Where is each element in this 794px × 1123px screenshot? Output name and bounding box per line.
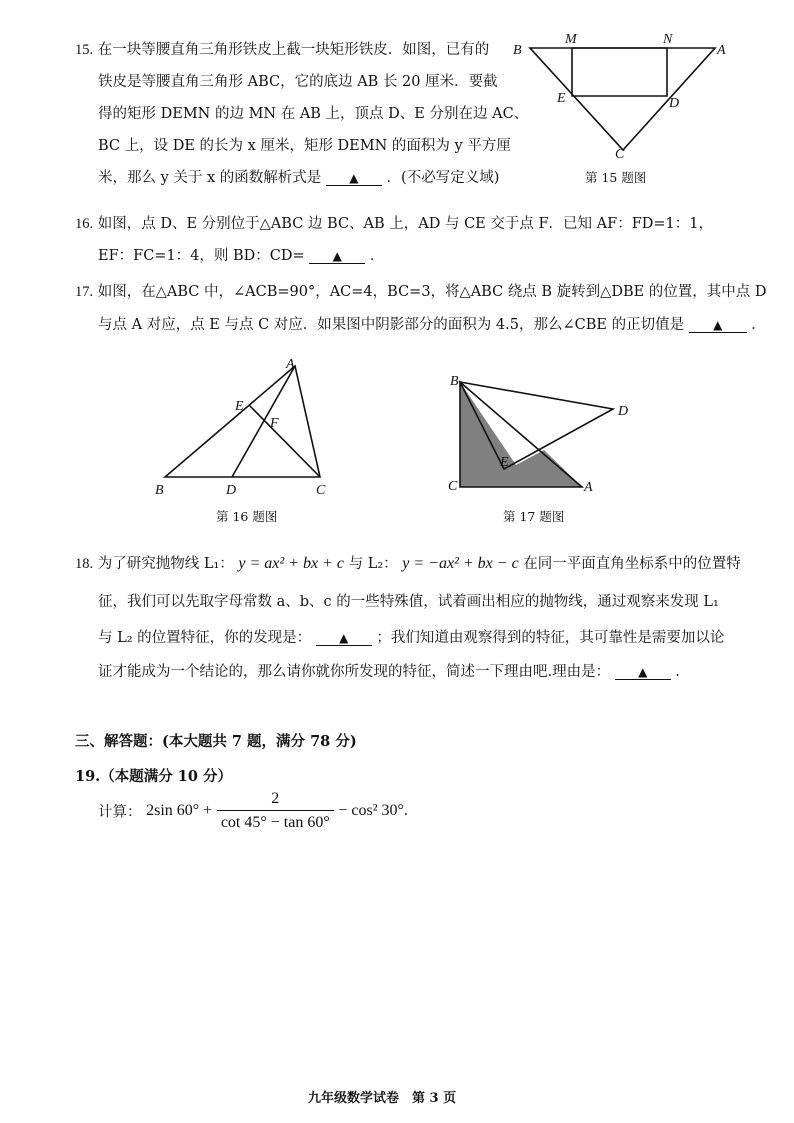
blank-triangle: ▲ xyxy=(332,249,342,263)
q15-figure xyxy=(505,30,745,160)
q18-text-3b: ；我们知道由观察得到的特征，其可靠性是需要加以论 xyxy=(376,630,725,646)
q15-line3: 得的矩形 DEMN 的边 MN 在 AB 上，顶点 D、E 分别在边 AC、 xyxy=(98,106,529,122)
q15-text-5b: ．(不必写定义域) xyxy=(386,170,500,186)
q15-answer-blank xyxy=(326,171,382,186)
q17-figure xyxy=(440,365,640,500)
q18-text-4b: ． xyxy=(675,664,690,680)
label-a-16: A xyxy=(286,357,295,372)
q18-text-3a: 与 L₂ 的位置特征，你的发现是： xyxy=(98,630,312,646)
q19-term-1: 2sin 60° + xyxy=(146,802,213,819)
q18-line3 xyxy=(98,626,724,647)
page-footer: 九年级数学试卷 第 3 页 xyxy=(308,1091,457,1106)
blank-triangle: ▲ xyxy=(713,318,723,332)
label-a: A xyxy=(717,43,726,58)
q16-line1 xyxy=(75,212,713,233)
q18-text-1e: 在同一平面直角坐标系中的位置特 xyxy=(523,556,741,572)
q18-formula-l1: y = ax² + bx + c xyxy=(238,555,344,572)
q19-expression xyxy=(98,790,408,832)
label-e-17: E xyxy=(500,455,509,470)
q18-line4 xyxy=(98,660,690,681)
blank-triangle: ▲ xyxy=(349,171,359,185)
blank-triangle: ▲ xyxy=(638,665,648,679)
label-c-16: C xyxy=(316,483,326,498)
label-e-16: E xyxy=(235,399,244,414)
q16-caption: 第 16 题图 xyxy=(216,509,278,524)
q17-number: 17. xyxy=(75,284,94,300)
q18-line1 xyxy=(75,552,741,573)
rectangle-demn xyxy=(572,48,667,96)
label-d-16: D xyxy=(226,483,237,498)
q18-reason-blank xyxy=(615,665,671,680)
segment-ce xyxy=(249,405,320,477)
q16-text-1: 如图，点 D、E 分别位于△ABC 边 BC、AB 上，AD 与 CE 交于点 F．已知 AF：FD=1：1， xyxy=(97,216,713,232)
q18-number: 18. xyxy=(75,556,94,572)
label-d: D xyxy=(669,96,680,111)
q15-number: 15. xyxy=(75,42,94,58)
q18-text-1a: 为了研究抛物线 L₁： xyxy=(97,556,234,572)
label-b-17: B xyxy=(450,374,459,389)
q19-prefix: 计算： xyxy=(98,804,142,821)
q18-text-1c: 与 L₂： xyxy=(348,556,398,572)
blank-triangle: ▲ xyxy=(339,631,349,645)
label-d-17: D xyxy=(618,404,629,419)
q17-text-2a: 与点 A 对应，点 E 与点 C 对应．如果图中阴影部分的面积为 4.5，那么∠CBE 的正切值是 xyxy=(98,317,685,333)
q17-answer-blank xyxy=(689,318,747,333)
q16-figure xyxy=(150,352,350,502)
q15-line5 xyxy=(98,166,499,187)
label-f-16: F xyxy=(270,416,279,431)
q15-line4: BC 上，设 DE 的长为 x 厘米，矩形 DEMN 的面积为 y 平方厘 xyxy=(98,138,511,154)
q18-line2: 征，我们可以先取字母常数 a、b、c 的一些特殊值，试着画出相应的抛物线，通过观察来发现 L₁ xyxy=(98,594,719,610)
label-b: B xyxy=(513,43,522,58)
q17-text-1: 如图，在△ABC 中，∠ACB=90°，AC=4，BC=3，将△ABC 绕点 B 旋转到△DBE 的位置，其中点 D xyxy=(97,284,767,300)
q15-line2: 铁皮是等腰直角三角形 ABC，它的底边 AB 长 20 厘米．要截 xyxy=(98,74,498,90)
fraction-denominator: cot 45° − tan 60° xyxy=(217,810,334,832)
q19-fraction xyxy=(217,790,334,832)
label-m: M xyxy=(565,32,577,47)
q19-title: 19.（本题满分 10 分） xyxy=(75,768,233,785)
label-c-17: C xyxy=(448,479,458,494)
q19-term-3: − cos² 30°. xyxy=(338,802,408,819)
q17-line2 xyxy=(98,313,766,334)
q15-caption: 第 15 题图 xyxy=(585,170,647,185)
label-e: E xyxy=(557,91,566,106)
label-a-17: A xyxy=(584,480,593,495)
fraction-numerator: 2 xyxy=(271,790,280,807)
q16-text-2a: EF：FC=1：4，则 BD：CD= xyxy=(98,248,305,264)
q17-caption: 第 17 题图 xyxy=(503,509,565,524)
q16-answer-blank xyxy=(309,249,365,264)
q16-text-2b: ． xyxy=(369,248,385,264)
q18-formula-l2: y = −ax² + bx − c xyxy=(402,555,519,572)
q15-line1 xyxy=(75,38,489,59)
q16-number: 16. xyxy=(75,216,94,232)
label-n: N xyxy=(663,32,673,47)
section-heading: 三、解答题：(本大题共 7 题，满分 78 分) xyxy=(75,733,357,750)
q15-text-1: 在一块等腰直角三角形铁皮上截一块矩形铁皮．如图，已有的 xyxy=(97,42,490,58)
q17-text-2b: ． xyxy=(751,317,766,333)
label-b-16: B xyxy=(155,483,164,498)
q18-text-4a: 证才能成为一个结论的，那么请你就你所发现的特征，简述一下理由吧.理由是： xyxy=(98,664,611,680)
q16-line2 xyxy=(98,244,384,265)
q17-line1 xyxy=(75,280,767,301)
segment-ad xyxy=(232,366,295,477)
label-c: C xyxy=(615,147,625,160)
q18-finding-blank xyxy=(316,631,372,646)
triangle-abc-16 xyxy=(165,366,320,477)
q15-text-5a: 米，那么 y 关于 x 的函数解析式是 xyxy=(98,170,322,186)
